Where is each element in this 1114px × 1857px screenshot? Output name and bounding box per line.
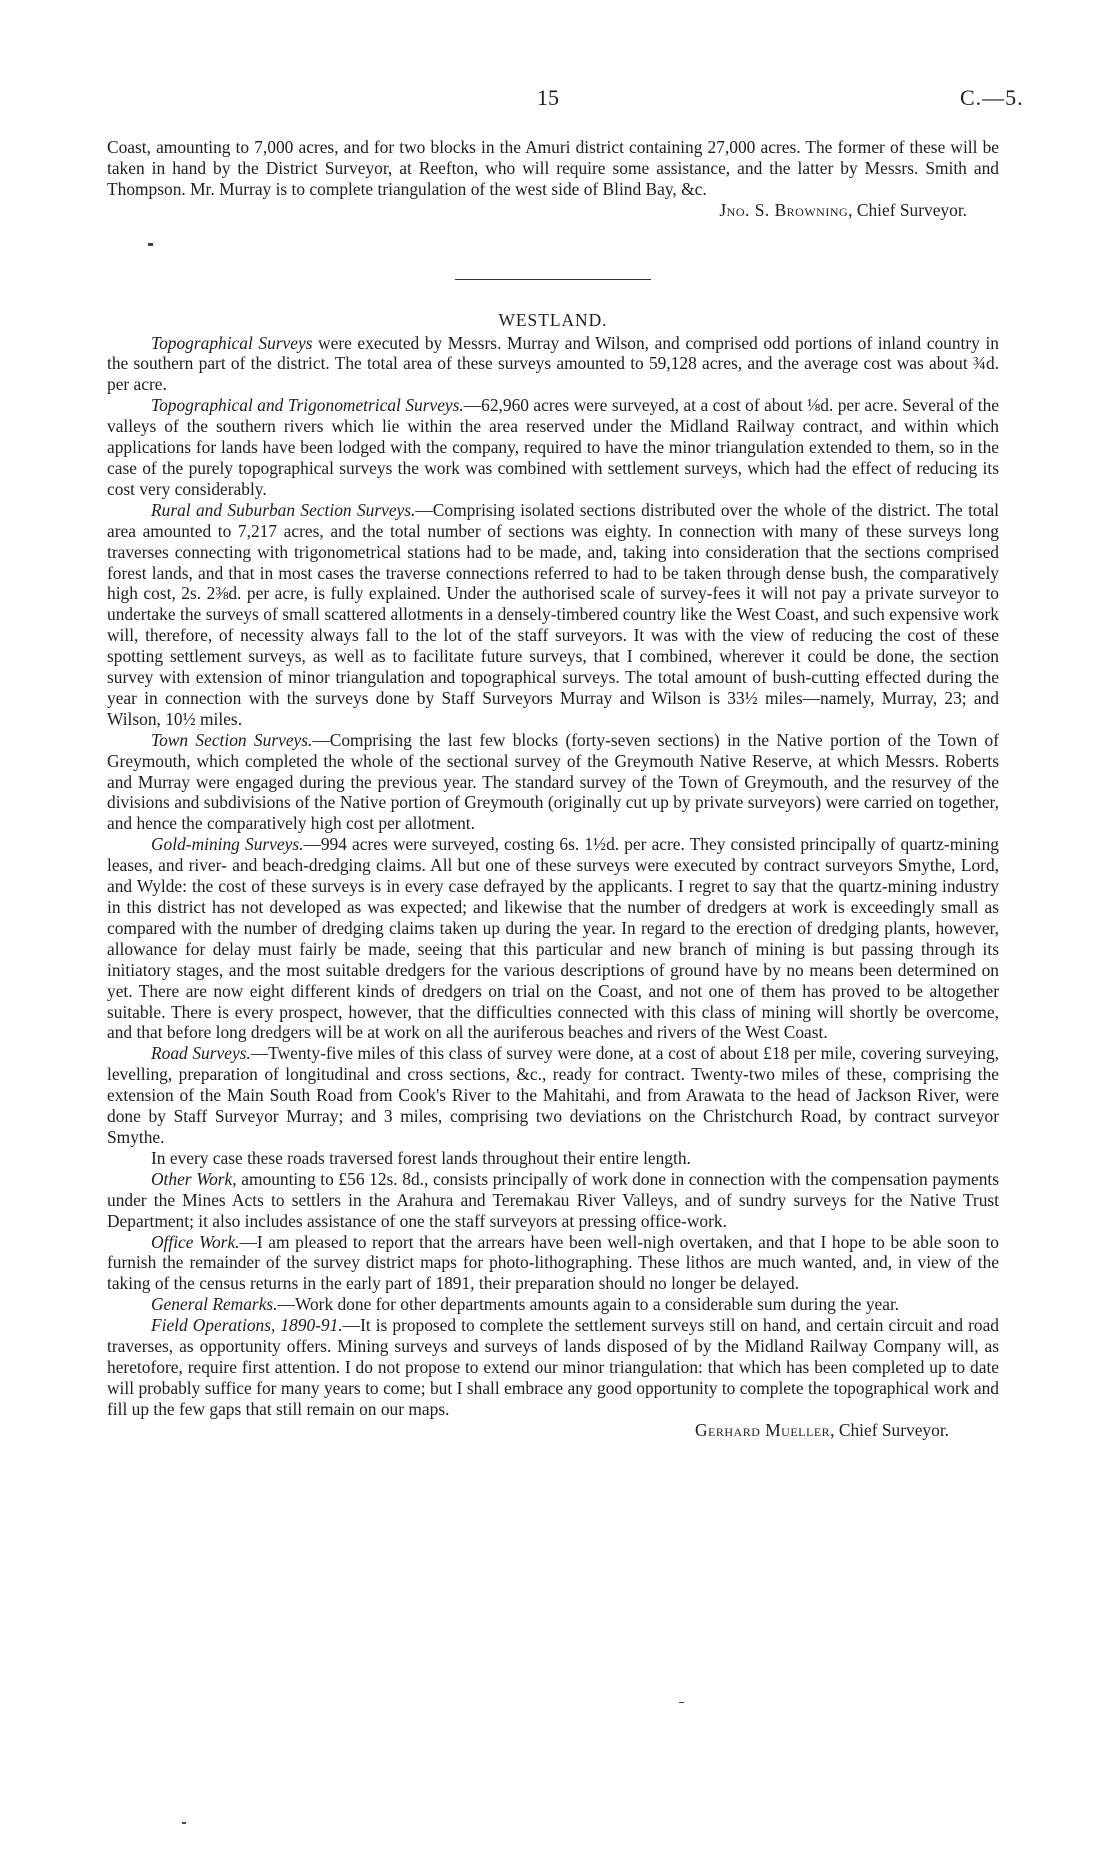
paragraph-text: —994 acres were surveyed, costing 6s. 1½d. per acre. They consisted principally of quartz-mining leases, and river- and beach-dredging claims. All but one of these surveys were executed by contract surveyors Smythe, Lord, and Wylde: the cost of these surveys is in every case defrayed by the applicants. I regret to say that the quartz-mining industry in this district has not developed as was expected; and likewise that the number of dredgers at work is exceedingly small as compared with the number of dredging claims taken up during the year. In regard to the erection of dredging plants, however, allowance for delay must fairly be made, seeing that this particular and new branch of mining is but passing through its initiatory stages, and the most suitable dredgers for the various descriptions of ground have by no means been determined on yet. There are now eight different kinds of dredgers on trial on the Coast, and not one of them has proved to be altogether suitable. There is every prospect, however, that the difficulties connected with this class of mining will shortly be overcome, and that before long dredgers will be at work on all the auriferous beaches and rivers of the West Coast. xyxy=(107,834,999,1043)
intro-paragraph: Coast, amounting to 7,000 acres, and for two blocks in the Amuri district containing 27,000 acres. The former of these will be taken in hand by the District Surveyor, at Reefton, who will require some assistance, and the latter by Messrs. Smith and Thompson. Mr. Murray is to complete triangulation of the west side of Blind Bay, &c. xyxy=(107,137,999,199)
paragraph-lead: Town Section Surveys. xyxy=(151,729,313,750)
paragraph-text: —I am pleased to report that the arrears have been well-nigh overtaken, and that I hope to be able soon to furnish the remainder of the survey district maps for photo-lithographing. These lithos are much wanted, and, in view of the taking of the census returns in the early part of 1891, their preparation should no longer be delayed. xyxy=(107,1231,999,1294)
section-paragraph xyxy=(107,1294,999,1315)
section-heading: WESTLAND. xyxy=(498,309,608,330)
section-paragraph xyxy=(107,1148,999,1169)
paragraph-text: amounting to £56 12s. 8d., consists principally of work done in connection with the compensation payments under the Mines Acts to settlers in the Arahura and Teremakau River Valleys, and of sundry surveys for the Native Trust Department; it also includes assistance of one the staff surveyors at pressing office-work. xyxy=(107,1168,999,1231)
section-paragraph xyxy=(107,1043,999,1148)
intro-signature-title: , Chief Surveyor. xyxy=(848,199,967,220)
section-paragraph xyxy=(107,1232,999,1295)
document-code: C.—5. xyxy=(960,85,1024,110)
paragraph-text: —Twenty-five miles of this class of survey were done, at a cost of about £18 per mile, covering surveying, levelling, preparation of longitudinal and cross sections, &c., ready for contract. Twenty-two miles of these, comprising the extension of the Main South Road from Cook's River to the Mahitahi, and from Arawata to the head of Jackson River, were done by Staff Surveyor Murray; and 3 miles, comprising two deviations on the Christchurch Road, by contract surveyor Smythe. xyxy=(107,1043,999,1147)
paragraph-text: —It is proposed to complete the settlement surveys still on hand, and certain circuit and road traverses, as opportunity offers. Mining surveys and surveys of lands disposed of by the Midland Railway Company will, as heretofore, require first attention. I do not propose to extend our minor triangulation: that which has been completed up to date will probably suffice for many years to come; but I shall embrace any good opportunity to complete the topographical work and fill up the few gaps that still remain on our maps. xyxy=(107,1315,999,1419)
section-divider xyxy=(455,279,651,280)
paragraph-text: —Comprising isolated sections distributed over the whole of the district. The total area amounted to 7,217 acres, and the total number of sections was eighty. In connection with many of these surveys long traverses connecting with trigonometrical stations had to be made, and, taking into consideration that the sections comprised forest lands, and that in most cases the traverse connections referred to had to be taken through dense bush, the comparatively high cost, 2s. 2⅜d. per acre, is fully explained. Under the authorised scale of survey-fees it will not pay a private surveyor to undertake the surveys of small scattered allotments in a densely-timbered country like the West Coast, and such expensive work will, therefore, of necessity always fall to the lot of the staff surveyors. It was with the view of reducing the cost of these spotting settlement surveys, as well as to facilitate future surveys, that I combined, wherever it could be done, the section survey with extension of minor triangulation and topographical surveys. The total amount of bush-cutting effected during the year in connection with the surveys done by Staff Surveyors Murray and Wilson is 33½ miles—namely, Murray, 23; and Wilson, 10½ miles. xyxy=(107,499,1000,729)
paragraph-lead: Field Operations, 1890-91. xyxy=(151,1315,343,1336)
stray-mark xyxy=(182,1822,186,1824)
page-header xyxy=(0,85,1114,112)
paragraph-text: —62,960 acres were surveyed, at a cost of about ⅛d. per acre. Several of the valleys of the southern rivers which lie within the area reserved under the Midland Railway contract, and within which applications for lands have been lodged with the company, required to have the minor triangulation extended to them, so in the case of the purely topographical surveys the work was combined with settlement surveys, which had the effect of reducing its cost very considerably. xyxy=(107,395,999,499)
section-paragraph xyxy=(107,500,999,730)
stray-mark xyxy=(148,243,153,246)
paragraph-lead: Road Surveys. xyxy=(151,1043,251,1064)
paragraph-text: —Comprising the last few blocks (forty-seven sections) in the Native portion of the Town of Greymouth, which completed the whole of the sectional survey of the Greymouth Native Reserve, at which Messrs. Roberts and Murray were engaged during the previous year. The standard survey of the Town of Greymouth, and the resurvey of the divisions and subdivisions of the Native portion of Greymouth (originally cut up by private surveyors) were carried on together, and hence the comparatively high cost per allotment. xyxy=(107,729,999,834)
section-paragraph xyxy=(107,1169,999,1232)
section-signature xyxy=(107,1420,999,1441)
paragraph-lead: General Remarks. xyxy=(151,1294,278,1315)
paragraph-lead: Topographical Surveys xyxy=(151,332,313,353)
paragraph-text: were executed by Messrs. Murray and Wilson, and comprised odd portions of inland country in the southern part of the district. The total area of these surveys amounted to 59,128 acres, and the average cost was about ¾d. per acre. xyxy=(107,332,999,395)
paragraph-lead: Topographical and Trigonometrical Surveys. xyxy=(151,395,464,416)
section-paragraph xyxy=(107,834,999,1043)
section-signature-title: , Chief Surveyor. xyxy=(830,1419,949,1440)
paragraph-text: —Work done for other departments amounts again to a considerable sum during the year. xyxy=(277,1294,900,1315)
page-body xyxy=(107,137,999,1441)
page-number: 15 xyxy=(537,85,559,110)
section-paragraph xyxy=(107,333,999,396)
section-paragraph xyxy=(107,395,999,500)
stray-mark xyxy=(679,1702,684,1703)
intro-signature xyxy=(107,200,999,221)
section-paragraphs xyxy=(107,333,999,1420)
paragraph-lead: Gold-mining Surveys. xyxy=(151,834,304,855)
section-signature-name: Gerhard Mueller xyxy=(694,1419,831,1440)
paragraph-text: In every case these roads traversed forest lands throughout their entire length. xyxy=(151,1147,691,1168)
paragraph-lead: Other Work, xyxy=(151,1168,237,1189)
intro-signature-name: Jno. S. Browning xyxy=(719,199,849,220)
section-paragraph xyxy=(107,730,999,835)
paragraph-lead: Rural and Suburban Section Surveys. xyxy=(151,499,416,520)
section-paragraph xyxy=(107,1315,999,1420)
paragraph-lead: Office Work. xyxy=(151,1231,240,1252)
